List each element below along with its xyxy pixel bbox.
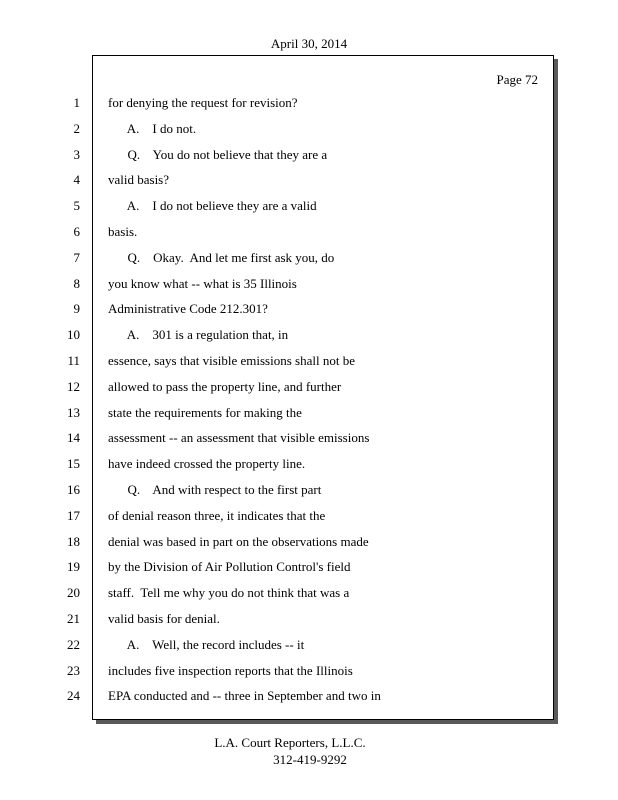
line-number: 6 bbox=[73, 224, 80, 239]
line-text: you know what -- what is 35 Illinois bbox=[108, 276, 297, 291]
line-text: essence, says that visible emissions shall not be bbox=[108, 353, 355, 368]
line-number: 23 bbox=[67, 663, 80, 678]
line-text: A. Well, the record includes -- it bbox=[108, 637, 305, 652]
line-number: 24 bbox=[67, 688, 80, 703]
line-text: state the requirements for making the bbox=[108, 405, 302, 420]
line-number: 17 bbox=[67, 508, 80, 523]
line-number: 11 bbox=[67, 353, 80, 368]
line-number: 22 bbox=[67, 637, 80, 652]
line-text: A. 301 is a regulation that, in bbox=[108, 327, 289, 342]
line-number: 18 bbox=[67, 534, 80, 549]
line-number: 1 bbox=[73, 95, 80, 110]
line-text: of denial reason three, it indicates that the bbox=[108, 508, 326, 523]
line-number: 14 bbox=[67, 430, 80, 445]
line-text: Q. Okay. And let me first ask you, do bbox=[108, 250, 335, 265]
line-text: basis. bbox=[108, 224, 138, 239]
line-text: have indeed crossed the property line. bbox=[108, 456, 306, 471]
footer-company: L.A. Court Reporters, L.L.C. bbox=[214, 735, 366, 750]
line-number: 3 bbox=[73, 147, 80, 162]
line-number: 8 bbox=[73, 276, 80, 291]
line-number: 4 bbox=[73, 172, 80, 187]
line-number: 21 bbox=[67, 611, 80, 626]
line-number: 13 bbox=[67, 405, 80, 420]
line-number: 20 bbox=[67, 585, 80, 600]
line-text: staff. Tell me why you do not think that was a bbox=[108, 585, 350, 600]
line-text: Q. You do not believe that they are a bbox=[108, 147, 328, 162]
header-date: April 30, 2014 bbox=[270, 36, 348, 51]
line-text: assessment -- an assessment that visible emissions bbox=[108, 430, 370, 445]
line-number: 19 bbox=[67, 559, 80, 574]
line-number: 15 bbox=[67, 456, 80, 471]
line-text: allowed to pass the property line, and further bbox=[108, 379, 342, 394]
line-text: Administrative Code 212.301? bbox=[108, 301, 268, 316]
line-text: for denying the request for revision? bbox=[108, 95, 298, 110]
page-number: Page 72 bbox=[496, 72, 538, 87]
line-text: denial was based in part on the observations made bbox=[108, 534, 369, 549]
line-number: 12 bbox=[67, 379, 80, 394]
line-number: 10 bbox=[67, 327, 80, 342]
line-number: 9 bbox=[73, 301, 80, 316]
line-number: 7 bbox=[73, 250, 80, 265]
line-text: by the Division of Air Pollution Control's field bbox=[108, 559, 351, 574]
line-text: includes five inspection reports that the Illinois bbox=[108, 663, 353, 678]
line-text: Q. And with respect to the first part bbox=[108, 482, 322, 497]
line-text: valid basis? bbox=[108, 172, 170, 187]
line-text: A. I do not. bbox=[108, 121, 197, 136]
line-text: A. I do not believe they are a valid bbox=[108, 198, 317, 213]
line-text: valid basis for denial. bbox=[108, 611, 220, 626]
line-number: 2 bbox=[73, 121, 80, 136]
line-text: EPA conducted and -- three in September and two in bbox=[108, 688, 381, 703]
footer-phone: 312-419-9292 bbox=[273, 752, 347, 767]
line-number: 16 bbox=[67, 482, 80, 497]
line-number: 5 bbox=[73, 198, 80, 213]
